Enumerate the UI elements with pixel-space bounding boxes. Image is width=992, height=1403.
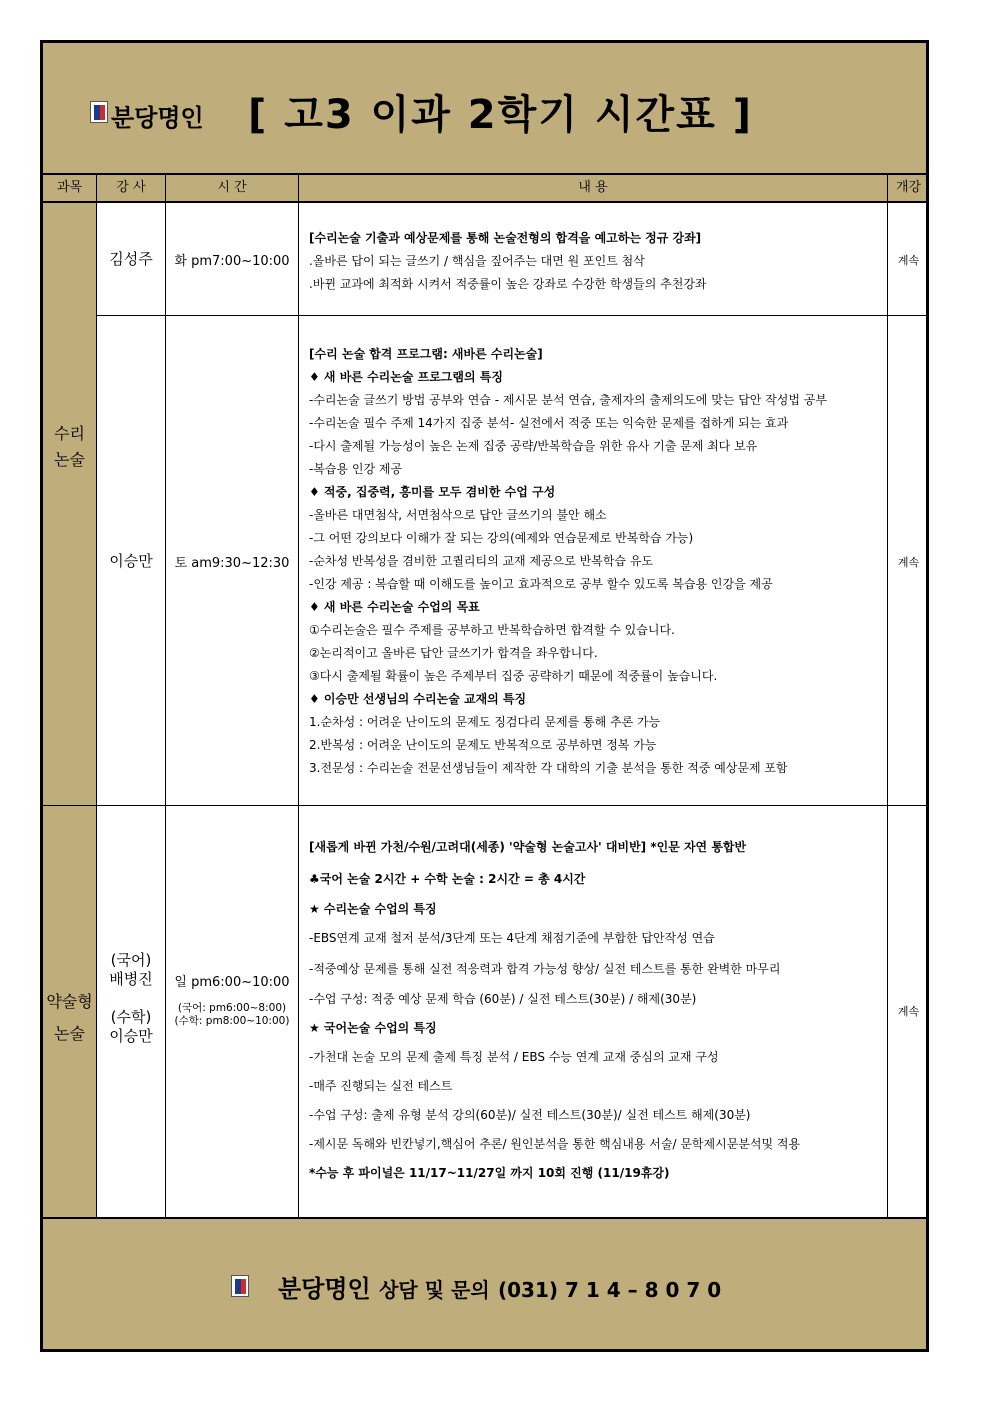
content-line: -수업 구성: 적중 예상 문제 학습 (60분) / 실전 테스트(30분) / 해제(30분) xyxy=(309,992,697,1006)
table-header xyxy=(43,175,926,203)
contact-info xyxy=(278,1269,721,1304)
content-line: [수리 논술 합격 프로그램: 새바른 수리논술] xyxy=(309,347,543,361)
time-sub: (국어: pm6:00~8:00) xyxy=(177,1002,287,1014)
status-row3: 계속 xyxy=(897,1005,920,1018)
content-line: -순차성 반복성을 겸비한 고퀄리티의 교재 제공으로 반복학습 유도 xyxy=(309,554,654,568)
content-line: -올바른 대면첨삭, 서면첨삭으로 답안 글쓰기의 불안 해소 xyxy=(309,508,607,522)
content-row3 xyxy=(309,836,889,1191)
contact-label: 상담 및 문의 xyxy=(379,1278,490,1302)
timetable-frame xyxy=(40,40,929,1352)
page-title: [ 고3 이과 2학기 시간표 ] xyxy=(248,92,753,138)
content-line: [새롭게 바뀐 가천/수원/고려대(세종) '약술형 논술고사' 대비반] *인문 자연 통합반 xyxy=(309,840,747,854)
content-line: 1.순차성 : 어려운 난이도의 문제도 징검다리 문제를 통해 추론 가능 xyxy=(309,715,661,729)
teacher-multi xyxy=(97,951,165,1046)
content-line: -다시 출제될 가능성이 높은 논제 집중 공략/반복학습을 위한 유사 기출 문제 최다 보유 xyxy=(309,439,758,453)
content-line: -수업 구성: 출제 유형 분석 강의(60분)/ 실전 테스트(30분)/ 실전 테스트 해제(30분) xyxy=(309,1108,751,1122)
content-line: ②논리적이고 올바른 답안 글쓰기가 합격을 좌우합니다. xyxy=(309,646,598,660)
status-row1: 계속 xyxy=(897,254,920,267)
teacher-kim: 김성주 xyxy=(109,250,153,268)
content-row1 xyxy=(309,227,889,296)
content-line: -매주 진행되는 실전 테스트 xyxy=(309,1079,453,1093)
header xyxy=(43,43,926,175)
time-sub: (수학: pm8:00~10:00) xyxy=(174,1015,290,1027)
subject-line: 약술형 xyxy=(46,992,93,1011)
content-line: ①수리논술은 필수 주제를 공부하고 반복학습하면 합격할 수 있습니다. xyxy=(309,623,675,637)
teacher-line: 이승만 xyxy=(109,1027,153,1045)
time-row3 xyxy=(166,971,298,1028)
teacher-line: (국어) xyxy=(110,951,152,969)
content-line: -제시문 독해와 빈칸넣기,핵심어 추론/ 원인분석을 통한 핵심내용 서술/ 문학제시문분석및 적용 xyxy=(309,1137,801,1151)
status-row2: 계속 xyxy=(897,556,920,569)
content-line: -수리논술 필수 주제 14가지 집중 분석- 실전에서 적중 또는 익숙한 문제를 접하게 되는 효과 xyxy=(309,416,789,430)
content-line: ♦ 새 바른 수리논술 프로그램의 특징 xyxy=(309,370,503,384)
content-line: -가천대 논술 모의 문제 출제 특징 분석 / EBS 수능 연계 교재 중심의 교재 구성 xyxy=(309,1050,719,1064)
subject-cell-math xyxy=(43,203,96,805)
time-main: 일 pm6:00~10:00 xyxy=(174,975,290,990)
content-line: -EBS연계 교재 철저 분석/3단계 또는 4단계 채점기준에 부합한 답안작성 연습 xyxy=(309,931,715,945)
content-line: ♣국어 논술 2시간 + 수학 논술 : 2시간 = 총 4시간 xyxy=(309,872,586,886)
content-line: *수능 후 파이널은 11/17~11/27일 까지 10회 진행 (11/19휴강) xyxy=(309,1166,670,1180)
col-teacher: 강 사 xyxy=(116,180,146,195)
content-line: ★ 수리논술 수업의 특징 xyxy=(309,902,437,916)
footer xyxy=(43,1217,926,1349)
col-status: 개강 xyxy=(895,180,922,195)
content-line: [수리논술 기출과 예상문제를 통해 논술전형의 합격을 예고하는 정규 강좌] xyxy=(309,231,702,245)
time-row1: 화 pm7:00~10:00 xyxy=(174,254,290,269)
subject-line: 논술 xyxy=(54,450,85,469)
logo-icon xyxy=(90,101,108,123)
content-line: ★ 국어논술 수업의 특징 xyxy=(309,1021,437,1035)
col-subject: 과목 xyxy=(56,180,83,195)
content-line: ③다시 출제될 확률이 높은 주제부터 집중 공략하기 때문에 적중률이 높습니다. xyxy=(309,669,718,683)
brand-name: 분당명인 xyxy=(111,104,204,132)
content-line: -그 어떤 강의보다 이해가 잘 되는 강의(예제와 연습문제로 반복학습 가능) xyxy=(309,531,694,545)
content-line: .바뀐 교과에 최적화 시켜서 적중률이 높은 강좌로 수강한 학생들의 추천강좌 xyxy=(309,277,707,291)
phone-number: (031) 7 1 4 – 8 0 7 0 xyxy=(498,1278,722,1302)
subject-line: 수리 xyxy=(54,424,85,443)
content-line: -인강 제공 : 복습할 때 이해도를 높이고 효과적으로 공부 할수 있도록 복습용 인강을 제공 xyxy=(309,577,773,591)
col-time: 시 간 xyxy=(217,180,247,195)
content-row2 xyxy=(309,343,889,780)
content-line: ♦ 새 바른 수리논술 수업의 목표 xyxy=(309,600,480,614)
content-line: -수리논술 글쓰기 방법 공부와 연습 - 제시문 분석 연습, 출제자의 출제의도에 맞는 답안 작성법 공부 xyxy=(309,393,827,407)
time-row2: 토 am9:30~12:30 xyxy=(174,556,290,571)
subject-line: 논술 xyxy=(54,1024,85,1043)
content-line: ♦ 적중, 집중력, 흥미를 모두 겸비한 수업 구성 xyxy=(309,485,556,499)
content-line: .올바른 답이 되는 글쓰기 / 핵심을 짚어주는 대면 원 포인트 첨삭 xyxy=(309,254,645,268)
footer-brand: 분당명인 xyxy=(278,1275,371,1303)
teacher-line: 배병진 xyxy=(109,970,153,988)
subject-cell-short-essay xyxy=(43,806,96,1217)
teacher-lee: 이승만 xyxy=(109,552,153,570)
teacher-line: (수학) xyxy=(110,1008,152,1026)
content-line: ♦ 이승만 선생님의 수리논술 교재의 특징 xyxy=(309,692,527,706)
content-line: 2.반복성 : 어려운 난이도의 문제도 반복적으로 공부하면 정복 가능 xyxy=(309,738,657,752)
content-line: -복습용 인강 제공 xyxy=(309,462,403,476)
content-line: -적중예상 문제를 통해 실전 적응력과 합격 가능성 향상/ 실전 테스트를 통한 완벽한 마무리 xyxy=(309,962,781,976)
logo-icon xyxy=(231,1275,249,1297)
content-line: 3.전문성 : 수리논술 전문선생님들이 제작한 각 대학의 기출 분석을 통한 적중 예상문제 포함 xyxy=(309,761,788,775)
col-content: 내 용 xyxy=(578,180,608,195)
